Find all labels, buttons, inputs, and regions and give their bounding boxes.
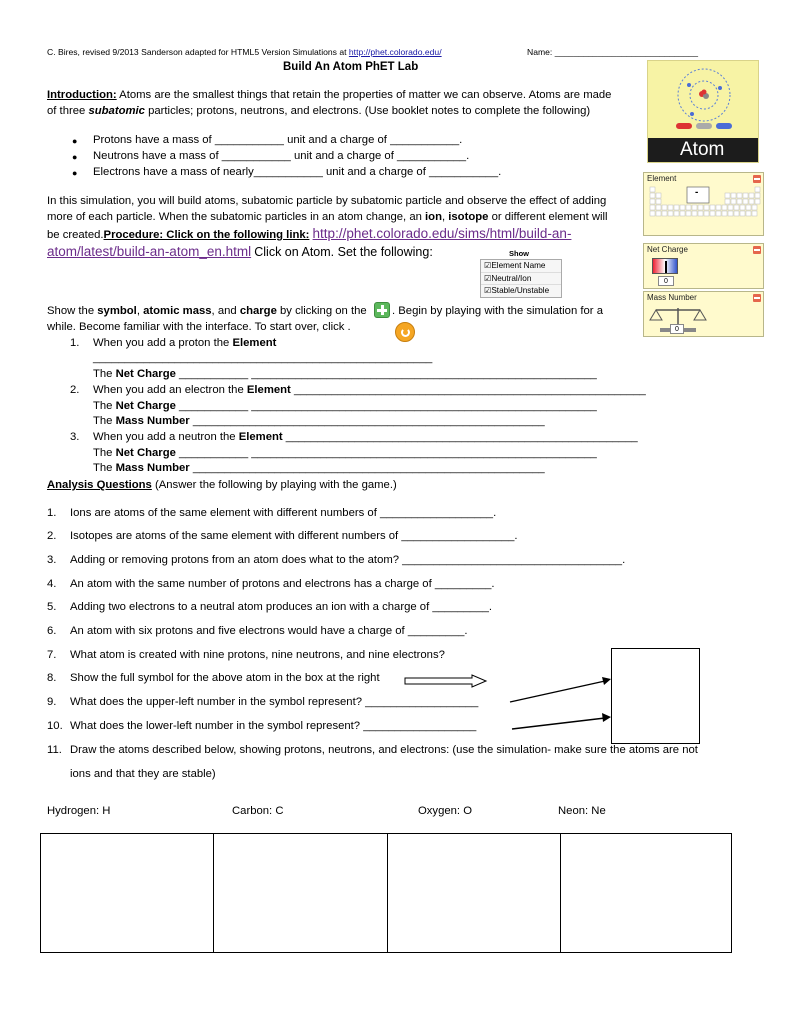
the-label: The	[93, 415, 116, 427]
blank[interactable]: _______________________________________________________	[251, 400, 597, 412]
question-11-line-2: ions and that they are stable)	[70, 768, 216, 780]
element-panel	[643, 172, 764, 236]
show-text: ,	[136, 305, 144, 317]
analysis-title: Analysis Questions	[47, 479, 152, 491]
the-label: The	[93, 400, 116, 412]
minimize-icon[interactable]	[753, 175, 761, 183]
sim-para-line-1: In this simulation, you will build atoms, subatomic particle by subatomic particle and observe the effect of adding	[47, 195, 607, 207]
intro-line-2	[47, 105, 590, 117]
question-number: 10.	[47, 720, 63, 732]
question-number: 3.	[47, 554, 57, 566]
atom-label-neon: Neon: Ne	[558, 805, 606, 817]
bullet-proton[interactable]: Protons have a mass of ___________ unit and a charge of ___________.	[93, 134, 463, 146]
intro-subatomic: subatomic	[88, 105, 145, 117]
show-para-line-1	[47, 305, 367, 317]
the-label: The	[93, 447, 116, 459]
show-neutral-ion[interactable]: ☑Neutral/Ion	[481, 273, 561, 286]
sim-para-line-3	[47, 226, 571, 241]
credit-text: C. Bires, revised 9/2013 Sanderson adapted for HTML5 Version Simulations at	[47, 47, 349, 57]
question-7: What atom is created with nine protons, nine neutrons, and nine electrons?	[70, 649, 445, 661]
question-11: Draw the atoms described below, showing protons, neutrons, and electrons: (use the simulation- make sure the atoms are not	[70, 744, 698, 756]
arrows-overlay	[400, 665, 615, 735]
intro-label: Introduction:	[47, 89, 117, 101]
draw-cell-carbon[interactable]	[213, 833, 387, 953]
atom-label-oxygen: Oxygen: O	[418, 805, 472, 817]
item-2-mass-number	[93, 415, 545, 427]
sim-text: be created.	[47, 229, 104, 241]
question-3[interactable]: Adding or removing protons from an atom does what to the atom? ___________________________________.	[70, 554, 626, 566]
element-symbol-display: -	[695, 187, 699, 198]
draw-cell-hydrogen[interactable]	[40, 833, 213, 953]
sim-link-1[interactable]: http://phet.colorado.edu/sims/html/build-an-	[312, 226, 572, 241]
click-atom-text: Click on Atom. Set the following:	[254, 245, 433, 259]
show-text-2: . Begin by playing with the simulation for a	[392, 305, 603, 317]
element-word: Element	[246, 384, 291, 396]
mass-panel-title: Mass Number	[647, 293, 697, 302]
atom-sim-thumbnail[interactable]	[647, 60, 759, 163]
reset-icon[interactable]	[395, 322, 415, 342]
bullet-icon: ●	[72, 136, 78, 146]
question-4[interactable]: An atom with the same number of protons and electrons has a charge of _________.	[70, 578, 495, 590]
credit-line	[47, 47, 442, 57]
blank[interactable]: ________________________________________________________	[282, 431, 638, 443]
charge-meter-icon	[652, 258, 678, 274]
question-1[interactable]: Ions are atoms of the same element with different numbers of __________________.	[70, 507, 497, 519]
element-word: Element	[232, 337, 277, 349]
show-element-name[interactable]: ☑Element Name	[481, 260, 561, 273]
net-charge-panel	[643, 243, 764, 289]
item-number: 3.	[70, 431, 80, 443]
show-stable-unstable[interactable]: ☑Stable/Unstable	[484, 286, 550, 295]
mass-number-label: Mass Number	[115, 462, 190, 474]
atom-orbit-icon	[648, 61, 760, 141]
arrow-line-10	[512, 718, 605, 729]
the-label: The	[93, 462, 116, 474]
item-3-net-charge	[93, 447, 597, 459]
bullet-neutron[interactable]: Neutrons have a mass of ___________ unit and a charge of ___________.	[93, 150, 470, 162]
question-number: 8.	[47, 672, 57, 684]
sim-text: ,	[441, 211, 449, 223]
question-number: 11.	[47, 744, 62, 756]
mass-number-label: Mass Number	[115, 415, 190, 427]
intro-line-1	[47, 89, 611, 101]
phet-link[interactable]: http://phet.colorado.edu/	[348, 47, 442, 57]
item-text: When you add an electron the	[93, 384, 247, 396]
net-charge-panel-title: Net Charge	[647, 245, 688, 254]
item-2-net-charge	[93, 400, 597, 412]
sim-text: or different element will	[488, 211, 608, 223]
draw-cell-neon[interactable]	[560, 833, 732, 953]
net-charge-label: Net Charge	[115, 400, 176, 412]
arrow-line-9	[510, 681, 605, 702]
net-charge-readout: 0	[658, 276, 674, 286]
show-options-box	[480, 259, 562, 298]
show-text: by clicking on the	[276, 305, 367, 317]
question-8: Show the full symbol for the above atom in the box at the right	[70, 672, 380, 684]
question-number: 6.	[47, 625, 57, 637]
question-number: 9.	[47, 696, 57, 708]
intro-text-1: Atoms are the smallest things that retain the properties of matter we can observe. Atoms are made	[116, 89, 612, 101]
analysis-header	[47, 479, 397, 491]
minimize-icon[interactable]	[753, 294, 761, 302]
procedure-item-1	[93, 337, 276, 349]
item-number: 2.	[70, 384, 80, 396]
net-charge-label: Net Charge	[115, 368, 176, 380]
arrow-head-icon	[602, 713, 611, 722]
show-para-line-2: while. Become familiar with the interface. To start over, click .	[47, 321, 351, 333]
sim-text: more of each particle. When the subatomic particles in an atom change, an	[47, 211, 426, 223]
element-panel-title: Element	[647, 174, 677, 183]
item-1-element-blank[interactable]: ______________________________________________________	[93, 352, 433, 364]
bullet-electron[interactable]: Electrons have a mass of nearly___________ unit and a charge of ___________.	[93, 166, 502, 178]
symbol-word: symbol	[97, 305, 137, 317]
blank[interactable]: ___________	[175, 447, 252, 459]
question-number: 4.	[47, 578, 57, 590]
analysis-subtitle: (Answer the following by playing with the game.)	[151, 479, 397, 491]
mass-number-readout: 0	[670, 324, 684, 334]
blank[interactable]: ___________	[175, 368, 252, 380]
blank[interactable]: ________________________________________________________	[189, 415, 545, 427]
blank[interactable]: _______________________________________________________	[251, 368, 597, 380]
procedure-item-3	[93, 431, 638, 443]
charge-word: charge	[239, 305, 277, 317]
item-text: When you add a proton the	[93, 337, 233, 349]
page-title: Build An Atom PhET Lab	[283, 61, 419, 73]
question-10[interactable]: What does the lower-left number in the symbol represent? __________________	[70, 720, 477, 732]
isotope-word: isotope	[448, 211, 489, 223]
name-field[interactable]: Name: ______________________________	[527, 47, 699, 57]
bullet-icon: ●	[72, 168, 78, 178]
symbol-answer-box[interactable]	[611, 648, 700, 744]
item-text: When you add a neutron the	[93, 431, 239, 443]
item-3-mass-number	[93, 462, 545, 474]
show-text: Show the	[47, 305, 98, 317]
atom-banner	[648, 138, 758, 162]
question-5[interactable]: Adding two electrons to a neutral atom produces an ion with a charge of _________.	[70, 601, 493, 613]
mass-number-panel	[643, 291, 764, 337]
intro-text-2c: particles; protons, neutrons, and electrons. (Use booklet notes to complete the following)	[144, 105, 591, 117]
procedure-item-2	[93, 384, 646, 396]
blank[interactable]: ________________________________________________________	[189, 462, 545, 474]
the-label: The	[93, 368, 116, 380]
show-text: , and	[211, 305, 240, 317]
question-number: 2.	[47, 530, 57, 542]
atomic-mass-word: atomic mass	[143, 305, 212, 317]
periodic-table-icon	[647, 185, 763, 233]
element-word: Element	[238, 431, 283, 443]
question-9[interactable]: What does the upper-left number in the symbol represent? __________________	[70, 696, 479, 708]
plus-expand-icon[interactable]	[374, 302, 390, 318]
blank[interactable]: ___________	[175, 400, 252, 412]
atom-banner-label: Atom	[680, 139, 725, 160]
question-2[interactable]: Isotopes are atoms of the same element with different numbers of __________________.	[70, 530, 518, 542]
question-6[interactable]: An atom with six protons and five electrons would have a charge of _________.	[70, 625, 468, 637]
bullet-icon: ●	[72, 152, 78, 162]
blank[interactable]: ________________________________________________________	[290, 384, 646, 396]
ion-word: ion	[425, 211, 442, 223]
item-number: 1.	[70, 337, 80, 349]
minimize-icon[interactable]	[753, 246, 761, 254]
hollow-arrow-icon	[405, 675, 486, 687]
sim-para-line-4	[47, 244, 433, 259]
item-1-net-charge	[93, 368, 597, 380]
blank[interactable]: _______________________________________________________	[251, 447, 597, 459]
procedure-label: Procedure: Click on the following link:	[103, 229, 310, 241]
question-number: 1.	[47, 507, 57, 519]
sim-link-2[interactable]: atom/latest/build-an-atom_en.html	[47, 244, 252, 259]
intro-text-2a: of three	[47, 105, 89, 117]
question-number: 5.	[47, 601, 57, 613]
question-number: 7.	[47, 649, 57, 661]
sim-para-line-2	[47, 211, 608, 223]
net-charge-label: Net Charge	[115, 447, 176, 459]
atom-label-carbon: Carbon: C	[232, 805, 284, 817]
draw-cell-oxygen[interactable]	[387, 833, 560, 953]
arrow-head-icon	[602, 677, 611, 685]
atom-label-hydrogen: Hydrogen: H	[47, 805, 111, 817]
show-box-title: Show	[509, 249, 529, 258]
